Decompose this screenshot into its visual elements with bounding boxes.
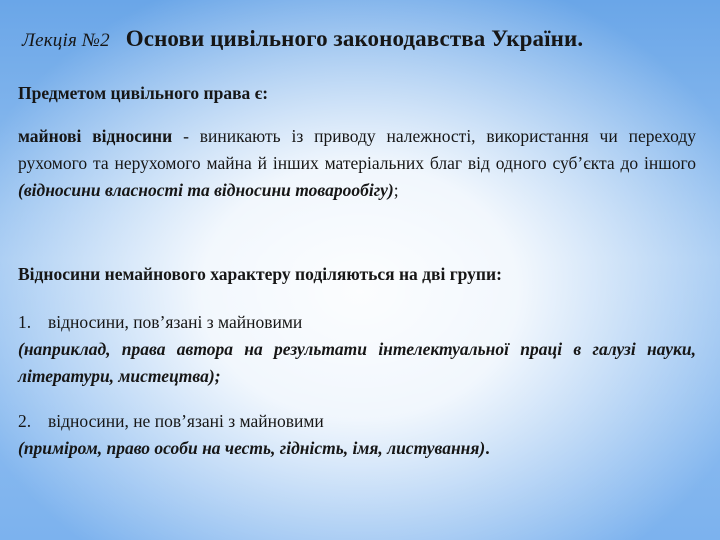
- subject-text: виникають із приводу належності, використання чи переходу рухомого та нерухомого майна й інших матеріальних благ від одного суб’єкта до іншого: [18, 126, 696, 173]
- lecture-label: Лекція №2: [22, 30, 110, 51]
- list-item-examples: (приміром, право особи на честь, гідність, імя, листування): [18, 438, 486, 458]
- subject-dash: -: [172, 126, 200, 146]
- list-item-line: [18, 408, 696, 435]
- list-item-examples-line: [18, 435, 696, 462]
- subject-heading: Предметом цивільного права є:: [18, 83, 269, 103]
- list-item: [18, 408, 696, 462]
- list-item: [18, 309, 696, 390]
- subject-term: майнові відносини: [18, 126, 173, 146]
- list-item-number: 1.: [18, 312, 32, 332]
- list-item-text: відносини, не пов’язані з майновими: [48, 411, 324, 431]
- list-item-number: 2.: [18, 411, 32, 431]
- subject-examples: (відносини власності та відносини товарообігу): [18, 180, 394, 200]
- slide-title: Основи цивільного законодавства України.: [125, 26, 584, 51]
- slide-header: [22, 26, 712, 52]
- non-property-heading: Відносини немайнового характеру поділяються на дві групи:: [18, 264, 502, 284]
- list-item-text: відносини, пов’язані з майновими: [48, 312, 303, 332]
- list-item-examples: (наприклад, права автора на результати інтелектуальної праці в галузі науки, літератури, мистецтва);: [18, 339, 696, 386]
- list-item-line: [18, 309, 696, 336]
- subject-end: ;: [393, 180, 399, 200]
- subject-paragraph: [18, 123, 696, 204]
- list-item-end: .: [485, 438, 490, 458]
